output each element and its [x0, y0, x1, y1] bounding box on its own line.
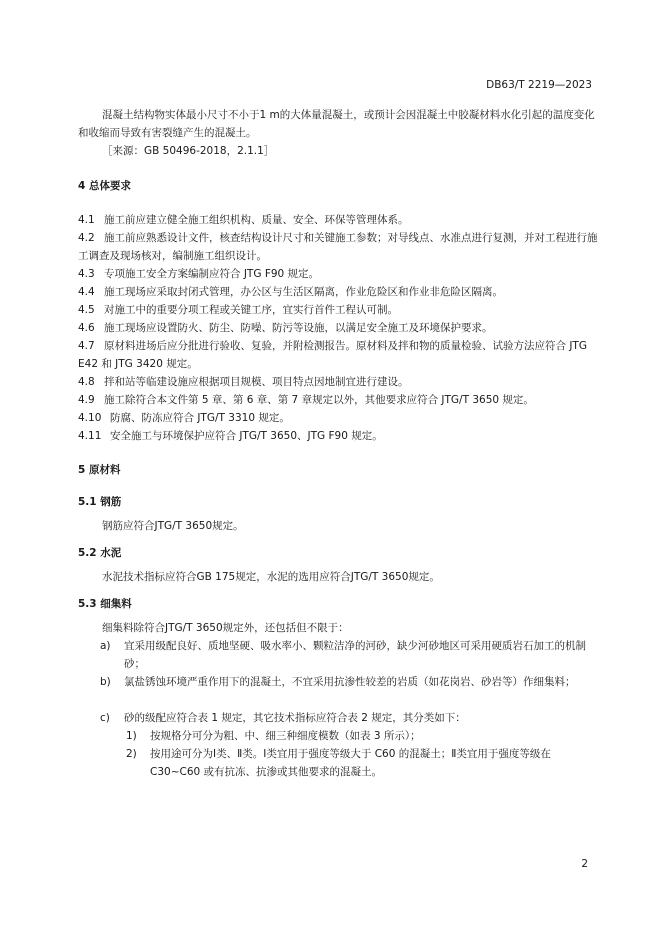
list-text: 砂的级配应符合表 1 规定，其它技术指标应符合表 2 规定，其分类如下：: [124, 712, 466, 724]
list-marker: 1): [126, 730, 137, 742]
list-item-b: [100, 673, 598, 691]
list-marker: a): [100, 640, 111, 652]
clause-text: 施工除符合本文件第 5 章、第 6 章、第 7 章规定以外，其他要求应符合 JTG/T 3650 规定。: [104, 394, 534, 406]
document-code: DB63/T 2219—2023: [486, 79, 592, 91]
clause-text: 施工前应建立健全施工组织机构、质量、安全、环保等管理体系。: [104, 214, 409, 226]
list-marker: 2): [126, 748, 137, 760]
clause-4-9: [78, 391, 598, 409]
clause-number: 4.1: [78, 214, 95, 226]
clause-4-1: [78, 211, 598, 229]
clause-4-4: [78, 283, 598, 301]
clause-4-2: [78, 229, 598, 265]
clause-4-11: [78, 427, 598, 445]
clause-text: 原材料进场后应分批进行验收、复验，并附检测报告。原材料及拌和物的质量检验、试验方法应符合 JTG E42 和 JTG 3420 规定。: [78, 340, 587, 370]
clause-4-10: [78, 409, 598, 427]
clause-number: 4.5: [78, 304, 95, 316]
sub-list-item-1: [126, 727, 598, 745]
sub-list-item-2: [126, 745, 598, 781]
clause-text: 施工前应熟悉设计文件，核查结构设计尺寸和关键施工参数；对导线点、水准点进行复测，并对工程进行施工调查及现场核对，编制施工组织设计。: [78, 232, 598, 262]
clause-text: 防腐、防冻应符合 JTG/T 3310 规定。: [110, 412, 290, 424]
section-5-heading: 5 原材料: [78, 464, 121, 476]
clause-text: 施工现场应采取封闭式管理，办公区与生活区隔离，作业危险区和作业非危险区隔离。: [104, 286, 503, 298]
clause-4-5: [78, 301, 598, 319]
section-5-2-text: 水泥技术指标应符合GB 175规定，水泥的选用应符合JTG/T 3650规定。: [102, 571, 440, 583]
clause-text: 对施工中的重要分项工程或关键工序，宜实行首件工程认可制。: [104, 304, 398, 316]
clause-4-8: [78, 373, 598, 391]
section-5-1-heading: 5.1 钢筋: [78, 496, 122, 508]
clause-4-6: [78, 319, 598, 337]
clause-text: 施工现场应设置防火、防尘、防噪、防污等设施，以满足安全施工及环境保护要求。: [104, 322, 493, 334]
list-marker: c): [100, 712, 110, 724]
clause-number: 4.6: [78, 322, 95, 334]
clause-text: 专项施工安全方案编制应符合 JTG F90 规定。: [104, 268, 320, 280]
list-marker: b): [100, 676, 111, 688]
clause-number: 4.8: [78, 376, 95, 388]
section-5-3-intro: 细集料除符合JTG/T 3650规定外，还包括但不限于：: [102, 622, 349, 634]
clause-4-7: [78, 337, 598, 373]
list-text: 按用途可分为Ⅰ类、Ⅱ类。Ⅰ类宜用于强度等级大于 C60 的混凝土；Ⅱ类宜用于强度等级在 C30~C60 或有抗冻、抗渗或其他要求的混凝土。: [150, 748, 551, 778]
list-text: 按规格分可分为粗、中、细三种细度模数（如表 3 所示）；: [150, 730, 421, 742]
clause-text: 拌和站等临建设施应根据项目规模、项目特点因地制宜进行建设。: [104, 376, 409, 388]
clause-number: 4.11: [78, 430, 102, 442]
section-5-1-text: 钢筋应符合JTG/T 3650规定。: [102, 520, 244, 532]
clause-number: 4.9: [78, 394, 95, 406]
list-text: 氯盐锈蚀环境严重作用下的混凝土，不宜采用抗渗性较差的岩质（如花岗岩、砂岩等）作细集料；: [124, 676, 576, 688]
clause-text: 安全施工与环境保护应符合 JTG/T 3650、JTG F90 规定。: [110, 430, 383, 442]
clause-number: 4.3: [78, 268, 95, 280]
page-number: 2: [581, 858, 588, 870]
clause-4-3: [78, 265, 598, 283]
definition-source: ［来源：GB 50496-2018，2.1.1］: [102, 145, 275, 157]
clause-number: 4.7: [78, 340, 95, 352]
section-5-2-heading: 5.2 水泥: [78, 547, 122, 559]
list-item-a: [100, 637, 598, 673]
section-5-3-heading: 5.3 细集料: [78, 598, 132, 610]
definition-paragraph: 混凝土结构物实体最小尺寸不小于1 m的大体量混凝土，或预计会因混凝土中胶凝材料水化引起的温度变化和收缩而导致有害裂缝产生的混凝土。: [78, 109, 595, 139]
section-4-heading: 4 总体要求: [78, 180, 131, 192]
clause-number: 4.10: [78, 412, 102, 424]
list-item-c: [100, 709, 598, 727]
clause-number: 4.2: [78, 232, 95, 244]
clause-number: 4.4: [78, 286, 95, 298]
list-text: 宜采用级配良好、质地坚硬、吸水率小、颗粒洁净的河砂，缺少河砂地区可采用硬质岩石加工的机制砂；: [124, 640, 586, 670]
